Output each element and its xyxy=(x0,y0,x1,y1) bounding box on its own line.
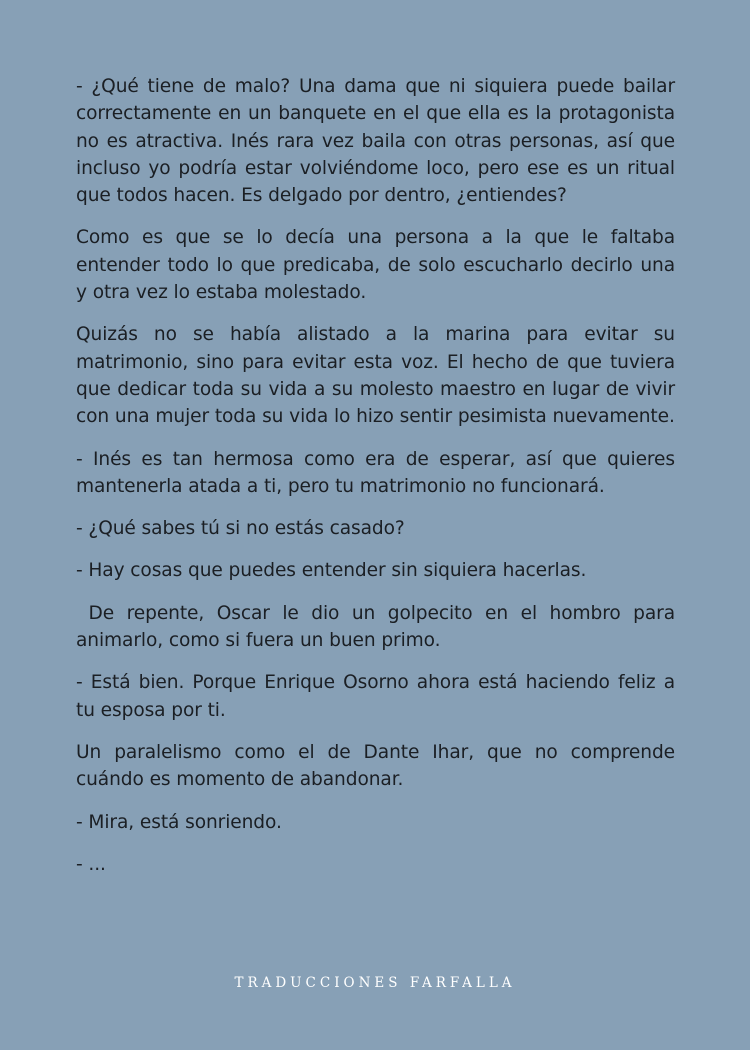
paragraph-6: - Hay cosas que puedes entender sin siquiera hacerlas. xyxy=(76,560,587,582)
paragraph-1: - ¿Qué tiene de malo? Una dama que ni siquiera puede bailar correctamente en un banquete en el que ella es la protagonista no es atractiva. Inés rara vez baila con otras personas, así que incluso yo podría estar volviéndome loco, pero ese es un ritual que todos hacen. Es delgado por dentro, ¿entiendes? xyxy=(76,76,675,207)
paragraph-4: - Inés es tan hermosa como era de esperar, así que quieres mantenerla atada a ti, pero tu matrimonio no funcionará. xyxy=(76,448,675,497)
page-body xyxy=(76,73,681,893)
paragraph-2: Como es que se lo decía una persona a la que le faltaba entender todo lo que predicaba, de solo escucharlo decirlo una y otra vez lo estaba molestado. xyxy=(76,227,675,304)
paragraph-11: - ... xyxy=(76,853,106,875)
paragraph-5: - ¿Qué sabes tú si no estás casado? xyxy=(76,518,405,540)
paragraph-10: - Mira, está sonriendo. xyxy=(76,811,282,833)
paragraph-7: De repente, Oscar le dio un golpecito en el hombro para animarlo, como si fuera un buen primo. xyxy=(76,602,681,652)
footer-credit: TRADUCCIONES FARFALLA xyxy=(234,975,516,991)
paragraph-8: - Está bien. Porque Enrique Osorno ahora está haciendo feliz a tu esposa por ti. xyxy=(76,672,675,721)
paragraph-9: Un paralelismo como el de Dante Ihar, que no comprende cuándo es momento de abandonar. xyxy=(76,741,675,791)
paragraph-3: Quizás no se había alistado a la marina para evitar su matrimonio, sino para evitar esta voz. El hecho de que tuviera que dedicar toda su vida a su molesto maestro en lugar de vivir con una mujer toda su vida lo hizo sentir pesimista nuevamente. xyxy=(76,324,675,428)
